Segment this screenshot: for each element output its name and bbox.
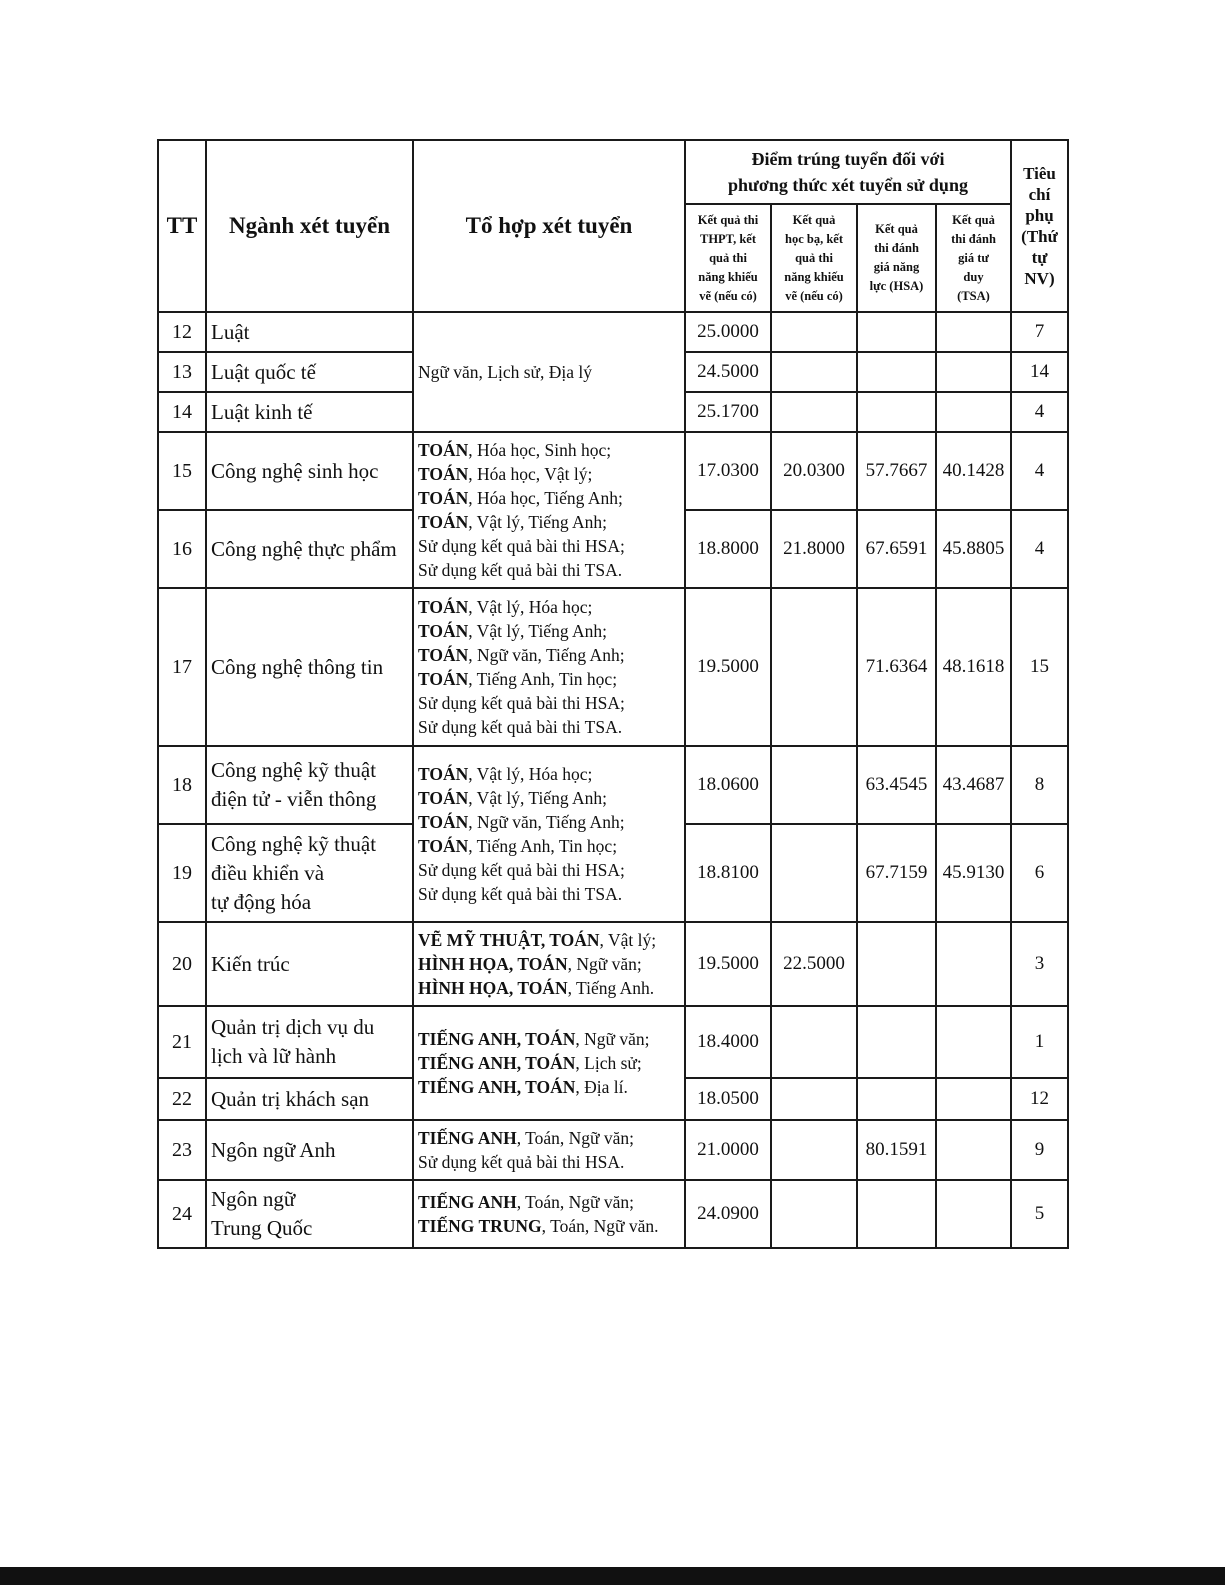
row-score-hocba: 22.5000 — [771, 922, 857, 1006]
row-tt: 16 — [158, 510, 206, 588]
row-score-tsa: 45.9130 — [936, 824, 1011, 922]
header-diem-line2: phương thức xét tuyển sử dụng — [728, 175, 968, 195]
row-nganh — [206, 1180, 413, 1248]
to-hop-line — [418, 786, 680, 810]
row-tt: 24 — [158, 1180, 206, 1248]
row-score-thpt: 18.8100 — [685, 824, 771, 922]
to-hop-line — [418, 462, 680, 486]
row-score-tsa — [936, 1078, 1011, 1120]
to-hop-subject: , Ngữ văn; — [567, 954, 642, 974]
scan-edge-strip — [0, 1567, 1225, 1585]
table-body — [158, 312, 1068, 1248]
header-diem-trung-tuyen — [685, 140, 1011, 204]
to-hop-line — [418, 1126, 680, 1150]
row-tieu-chi-phu: 4 — [1011, 510, 1068, 588]
to-hop-line — [418, 762, 680, 786]
row-score-tsa — [936, 392, 1011, 432]
to-hop-subject: , Vật lý, Hóa học; — [468, 597, 593, 617]
to-hop-subject: Sử dụng kết quả bài thi HSA; — [418, 693, 625, 713]
header-tieuchi-line: (Thứ — [1021, 227, 1058, 246]
to-hop-subject: Sử dụng kết quả bài thi HSA; — [418, 860, 625, 880]
to-hop-subject-bold: TOÁN — [418, 669, 469, 689]
row-tt: 22 — [158, 1078, 206, 1120]
row-score-thpt: 21.0000 — [685, 1120, 771, 1180]
to-hop-subject: , Ngữ văn, Tiếng Anh; — [468, 812, 625, 832]
row-score-hsa: 63.4545 — [857, 746, 936, 824]
row-tieu-chi-phu: 7 — [1011, 312, 1068, 352]
row-nganh — [206, 1078, 413, 1120]
header-tieu-chi-phu — [1011, 140, 1068, 312]
row-score-hsa: 67.6591 — [857, 510, 936, 588]
to-hop-subject-bold: HÌNH HỌA, TOÁN — [418, 978, 568, 998]
row-nganh — [206, 824, 413, 922]
to-hop-subject-bold: TIẾNG ANH, TOÁN — [418, 1029, 576, 1049]
header-tieuchi-line: tự — [1031, 248, 1048, 267]
header-tt: TT — [158, 140, 206, 312]
row-nganh — [206, 312, 413, 352]
to-hop-subject-bold: TIẾNG ANH — [418, 1192, 517, 1212]
to-hop-line — [418, 619, 680, 643]
row-score-thpt: 25.0000 — [685, 312, 771, 352]
nganh-line: Công nghệ thông tin — [211, 654, 384, 679]
row-score-tsa — [936, 352, 1011, 392]
row-nganh — [206, 1006, 413, 1078]
row-nganh — [206, 392, 413, 432]
to-hop-line — [418, 834, 680, 858]
to-hop-subject-bold: TOÁN — [418, 440, 469, 460]
to-hop-subject: , Vật lý, Tiếng Anh; — [468, 788, 607, 808]
header-hsa — [857, 204, 936, 312]
to-hop-subject: , Hóa học, Tiếng Anh; — [468, 488, 623, 508]
nganh-line: Quản trị dịch vụ du — [211, 1015, 375, 1039]
row-tt: 12 — [158, 312, 206, 352]
to-hop-line — [418, 486, 680, 510]
to-hop-line — [418, 715, 680, 739]
to-hop-subject-bold: TOÁN — [418, 597, 469, 617]
to-hop-line — [418, 667, 680, 691]
to-hop-subject-bold: TOÁN — [418, 812, 469, 832]
row-tt: 13 — [158, 352, 206, 392]
header-sub-line: năng khiếu — [698, 269, 758, 284]
to-hop-line — [418, 1051, 680, 1075]
to-hop-subject: Sử dụng kết quả bài thi TSA. — [418, 884, 623, 904]
row-tt: 21 — [158, 1006, 206, 1078]
row-score-thpt: 18.0600 — [685, 746, 771, 824]
row-score-tsa: 40.1428 — [936, 432, 1011, 510]
to-hop-subject-bold: TIẾNG ANH, TOÁN — [418, 1053, 576, 1073]
header-thpt — [685, 204, 771, 312]
row-score-hsa — [857, 922, 936, 1006]
to-hop-line — [418, 928, 680, 952]
to-hop-subject: , Địa lí. — [575, 1077, 628, 1097]
row-score-hsa: 80.1591 — [857, 1120, 936, 1180]
to-hop-subject: , Vật lý, Tiếng Anh; — [468, 512, 607, 532]
to-hop-subject-bold: TIẾNG ANH, TOÁN — [418, 1077, 576, 1097]
row-nganh — [206, 922, 413, 1006]
to-hop-subject: , Vật lý; — [599, 930, 657, 950]
admission-score-table — [157, 139, 1069, 1249]
to-hop-subject-bold: TIẾNG TRUNG — [418, 1216, 542, 1236]
to-hop-subject: , Lịch sử; — [575, 1053, 642, 1073]
row-tieu-chi-phu: 3 — [1011, 922, 1068, 1006]
to-hop-subject-bold: TOÁN — [418, 512, 469, 532]
row-to-hop — [413, 432, 685, 588]
header-sub-line: (TSA) — [957, 288, 990, 303]
row-score-hocba — [771, 1078, 857, 1120]
row-score-tsa: 45.8805 — [936, 510, 1011, 588]
header-nganh: Ngành xét tuyển — [206, 140, 413, 312]
to-hop-subject: , Vật lý, Tiếng Anh; — [468, 621, 607, 641]
header-sub-line: Kết quả — [792, 212, 836, 227]
to-hop-subject-bold: TOÁN — [418, 621, 469, 641]
row-to-hop — [413, 588, 685, 746]
to-hop-subject: Sử dụng kết quả bài thi HSA. — [418, 1152, 625, 1172]
row-score-hsa — [857, 1006, 936, 1078]
table-row — [158, 1180, 1068, 1248]
to-hop-subject: , Ngữ văn, Tiếng Anh; — [468, 645, 625, 665]
row-score-tsa — [936, 922, 1011, 1006]
to-hop-subject-bold: TOÁN — [418, 788, 469, 808]
header-sub-line: giá tư — [958, 250, 989, 265]
header-tsa — [936, 204, 1011, 312]
row-to-hop — [413, 1006, 685, 1120]
row-score-hocba: 21.8000 — [771, 510, 857, 588]
row-score-hocba — [771, 312, 857, 352]
header-sub-line: năng khiếu — [784, 269, 844, 284]
nganh-line: Luật — [211, 319, 250, 344]
row-score-hsa — [857, 392, 936, 432]
to-hop-line — [418, 1190, 680, 1214]
to-hop-line — [418, 810, 680, 834]
row-score-hocba — [771, 746, 857, 824]
row-score-hsa — [857, 1078, 936, 1120]
to-hop-line — [418, 595, 680, 619]
row-to-hop — [413, 746, 685, 922]
row-to-hop — [413, 1120, 685, 1180]
header-sub-line: quả thi — [795, 250, 833, 265]
to-hop-line — [418, 510, 680, 534]
table-row — [158, 922, 1068, 1006]
to-hop-subject-bold: HÌNH HỌA, TOÁN — [418, 954, 568, 974]
to-hop-line — [418, 1150, 680, 1174]
row-score-hocba: 20.0300 — [771, 432, 857, 510]
row-tt: 17 — [158, 588, 206, 746]
table-row — [158, 432, 1068, 510]
header-tieuchi-line: phụ — [1025, 206, 1054, 225]
row-score-hsa — [857, 352, 936, 392]
nganh-line: Luật quốc tế — [211, 359, 316, 384]
header-sub-line: Kết quả — [875, 222, 918, 236]
row-score-thpt: 19.5000 — [685, 588, 771, 746]
nganh-line: Quản trị khách sạn — [211, 1086, 370, 1111]
row-score-thpt: 17.0300 — [685, 432, 771, 510]
to-hop-subject: , Tiếng Anh, Tin học; — [468, 836, 618, 856]
to-hop-subject: , Toán, Ngữ văn; — [516, 1128, 634, 1148]
row-to-hop — [413, 1180, 685, 1248]
to-hop-subject: , Tiếng Anh. — [567, 978, 655, 998]
header-diem-line1: Điểm trúng tuyển đối với — [751, 149, 945, 169]
row-tt: 20 — [158, 922, 206, 1006]
row-nganh — [206, 1120, 413, 1180]
row-tt: 23 — [158, 1120, 206, 1180]
row-score-hsa: 57.7667 — [857, 432, 936, 510]
to-hop-line — [418, 643, 680, 667]
header-sub-line: Kết quả — [952, 212, 995, 227]
to-hop-subject: Sử dụng kết quả bài thi TSA. — [418, 560, 623, 580]
table-row — [158, 746, 1068, 824]
header-tieuchi-line: Tiêu — [1023, 164, 1056, 183]
row-tieu-chi-phu: 12 — [1011, 1078, 1068, 1120]
to-hop-subject: , Hóa học, Vật lý; — [468, 464, 593, 484]
row-score-tsa — [936, 312, 1011, 352]
nganh-line: tự động hóa — [211, 889, 312, 914]
row-score-thpt: 24.0900 — [685, 1180, 771, 1248]
row-tieu-chi-phu: 5 — [1011, 1180, 1068, 1248]
row-tt: 19 — [158, 824, 206, 922]
to-hop-line — [418, 558, 680, 582]
header-tieuchi-line: NV) — [1024, 269, 1055, 288]
to-hop-line — [418, 1027, 680, 1051]
row-score-hocba — [771, 1120, 857, 1180]
to-hop-line — [418, 360, 680, 384]
to-hop-subject: , Ngữ văn; — [575, 1029, 650, 1049]
row-tieu-chi-phu: 1 — [1011, 1006, 1068, 1078]
row-nganh — [206, 588, 413, 746]
row-score-hsa: 71.6364 — [857, 588, 936, 746]
to-hop-subject-bold: VẼ MỸ THUẬT, TOÁN — [418, 930, 600, 950]
header-sub-line: thi đánh — [874, 241, 919, 255]
to-hop-subject-bold: TOÁN — [418, 645, 469, 665]
header-tieuchi-line: chí — [1028, 185, 1051, 204]
to-hop-line — [418, 691, 680, 715]
to-hop-line — [418, 952, 680, 976]
nganh-line: Ngôn ngữ — [211, 1187, 296, 1211]
nganh-line: điều khiển và — [211, 860, 325, 885]
header-tohop: Tổ hợp xét tuyển — [413, 140, 685, 312]
to-hop-subject: , Tiếng Anh, Tin học; — [468, 669, 618, 689]
row-tieu-chi-phu: 14 — [1011, 352, 1068, 392]
header-sub-line: duy — [963, 269, 984, 284]
table-row — [158, 1006, 1068, 1078]
row-score-hocba — [771, 392, 857, 432]
to-hop-subject: , Toán, Ngữ văn. — [541, 1216, 659, 1236]
nganh-line: lịch và lữ hành — [211, 1044, 337, 1068]
row-tt: 18 — [158, 746, 206, 824]
row-score-thpt: 24.5000 — [685, 352, 771, 392]
row-score-hocba — [771, 1006, 857, 1078]
row-score-tsa — [936, 1120, 1011, 1180]
row-nganh — [206, 746, 413, 824]
to-hop-line — [418, 534, 680, 558]
to-hop-subject: Ngữ văn, Lịch sử, Địa lý — [418, 362, 593, 382]
nganh-line: điện tử - viễn thông — [211, 787, 377, 811]
row-score-thpt: 18.0500 — [685, 1078, 771, 1120]
table-row — [158, 1120, 1068, 1180]
row-score-hocba — [771, 588, 857, 746]
row-score-thpt: 19.5000 — [685, 922, 771, 1006]
row-tieu-chi-phu: 8 — [1011, 746, 1068, 824]
row-tieu-chi-phu: 6 — [1011, 824, 1068, 922]
row-tt: 15 — [158, 432, 206, 510]
row-score-hsa: 67.7159 — [857, 824, 936, 922]
header-hocba — [771, 204, 857, 312]
row-score-tsa — [936, 1180, 1011, 1248]
to-hop-subject: , Toán, Ngữ văn; — [516, 1192, 634, 1212]
to-hop-line — [418, 1075, 680, 1099]
nganh-line: Ngôn ngữ Anh — [211, 1137, 336, 1162]
row-tieu-chi-phu: 4 — [1011, 392, 1068, 432]
to-hop-line — [418, 882, 680, 906]
row-tieu-chi-phu: 15 — [1011, 588, 1068, 746]
row-score-hocba — [771, 352, 857, 392]
row-tieu-chi-phu: 9 — [1011, 1120, 1068, 1180]
row-score-thpt: 25.1700 — [685, 392, 771, 432]
row-score-tsa — [936, 1006, 1011, 1078]
table-row — [158, 588, 1068, 746]
row-tt: 14 — [158, 392, 206, 432]
row-to-hop — [413, 312, 685, 432]
nganh-line: Kiến trúc — [211, 951, 290, 976]
to-hop-subject-bold: TIẾNG ANH — [418, 1128, 517, 1148]
header-sub-line: quả thi — [709, 250, 747, 265]
nganh-line: Công nghệ sinh học — [211, 458, 379, 483]
to-hop-subject-bold: TOÁN — [418, 464, 469, 484]
row-nganh — [206, 352, 413, 392]
row-score-thpt: 18.8000 — [685, 510, 771, 588]
row-nganh — [206, 432, 413, 510]
nganh-line: Công nghệ kỹ thuật — [211, 831, 377, 856]
to-hop-subject-bold: TOÁN — [418, 488, 469, 508]
header-sub-line: vẽ (nếu có) — [699, 288, 757, 303]
row-score-thpt: 18.4000 — [685, 1006, 771, 1078]
to-hop-subject: Sử dụng kết quả bài thi HSA; — [418, 536, 625, 556]
row-score-tsa: 48.1618 — [936, 588, 1011, 746]
table-row — [158, 312, 1068, 352]
row-score-hsa — [857, 1180, 936, 1248]
to-hop-subject-bold: TOÁN — [418, 764, 469, 784]
row-score-hocba — [771, 1180, 857, 1248]
header-sub-line: giá năng — [873, 260, 920, 274]
row-score-hocba — [771, 824, 857, 922]
row-score-hsa — [857, 312, 936, 352]
to-hop-subject: Sử dụng kết quả bài thi TSA. — [418, 717, 623, 737]
nganh-line: Trung Quốc — [211, 1216, 313, 1240]
header-sub-line: học bạ, kết — [785, 231, 843, 246]
to-hop-subject: , Hóa học, Sinh học; — [468, 440, 612, 460]
row-nganh — [206, 510, 413, 588]
row-score-tsa: 43.4687 — [936, 746, 1011, 824]
to-hop-line — [418, 438, 680, 462]
to-hop-line — [418, 1214, 680, 1238]
to-hop-subject-bold: TOÁN — [418, 836, 469, 856]
to-hop-subject: , Vật lý, Hóa học; — [468, 764, 593, 784]
header-sub-line: Kết quả thi — [697, 212, 759, 227]
to-hop-line — [418, 976, 680, 1000]
header-sub-line: THPT, kết — [699, 231, 757, 246]
row-to-hop — [413, 922, 685, 1006]
to-hop-line — [418, 858, 680, 882]
header-sub-line: vẽ (nếu có) — [785, 288, 843, 303]
header-sub-line: thi đánh — [951, 231, 996, 246]
nganh-line: Luật kinh tế — [211, 399, 313, 424]
row-tieu-chi-phu: 4 — [1011, 432, 1068, 510]
nganh-line: Công nghệ thực phẩm — [211, 536, 397, 561]
header-sub-line: lực (HSA) — [869, 279, 924, 293]
nganh-line: Công nghệ kỹ thuật — [211, 758, 377, 782]
